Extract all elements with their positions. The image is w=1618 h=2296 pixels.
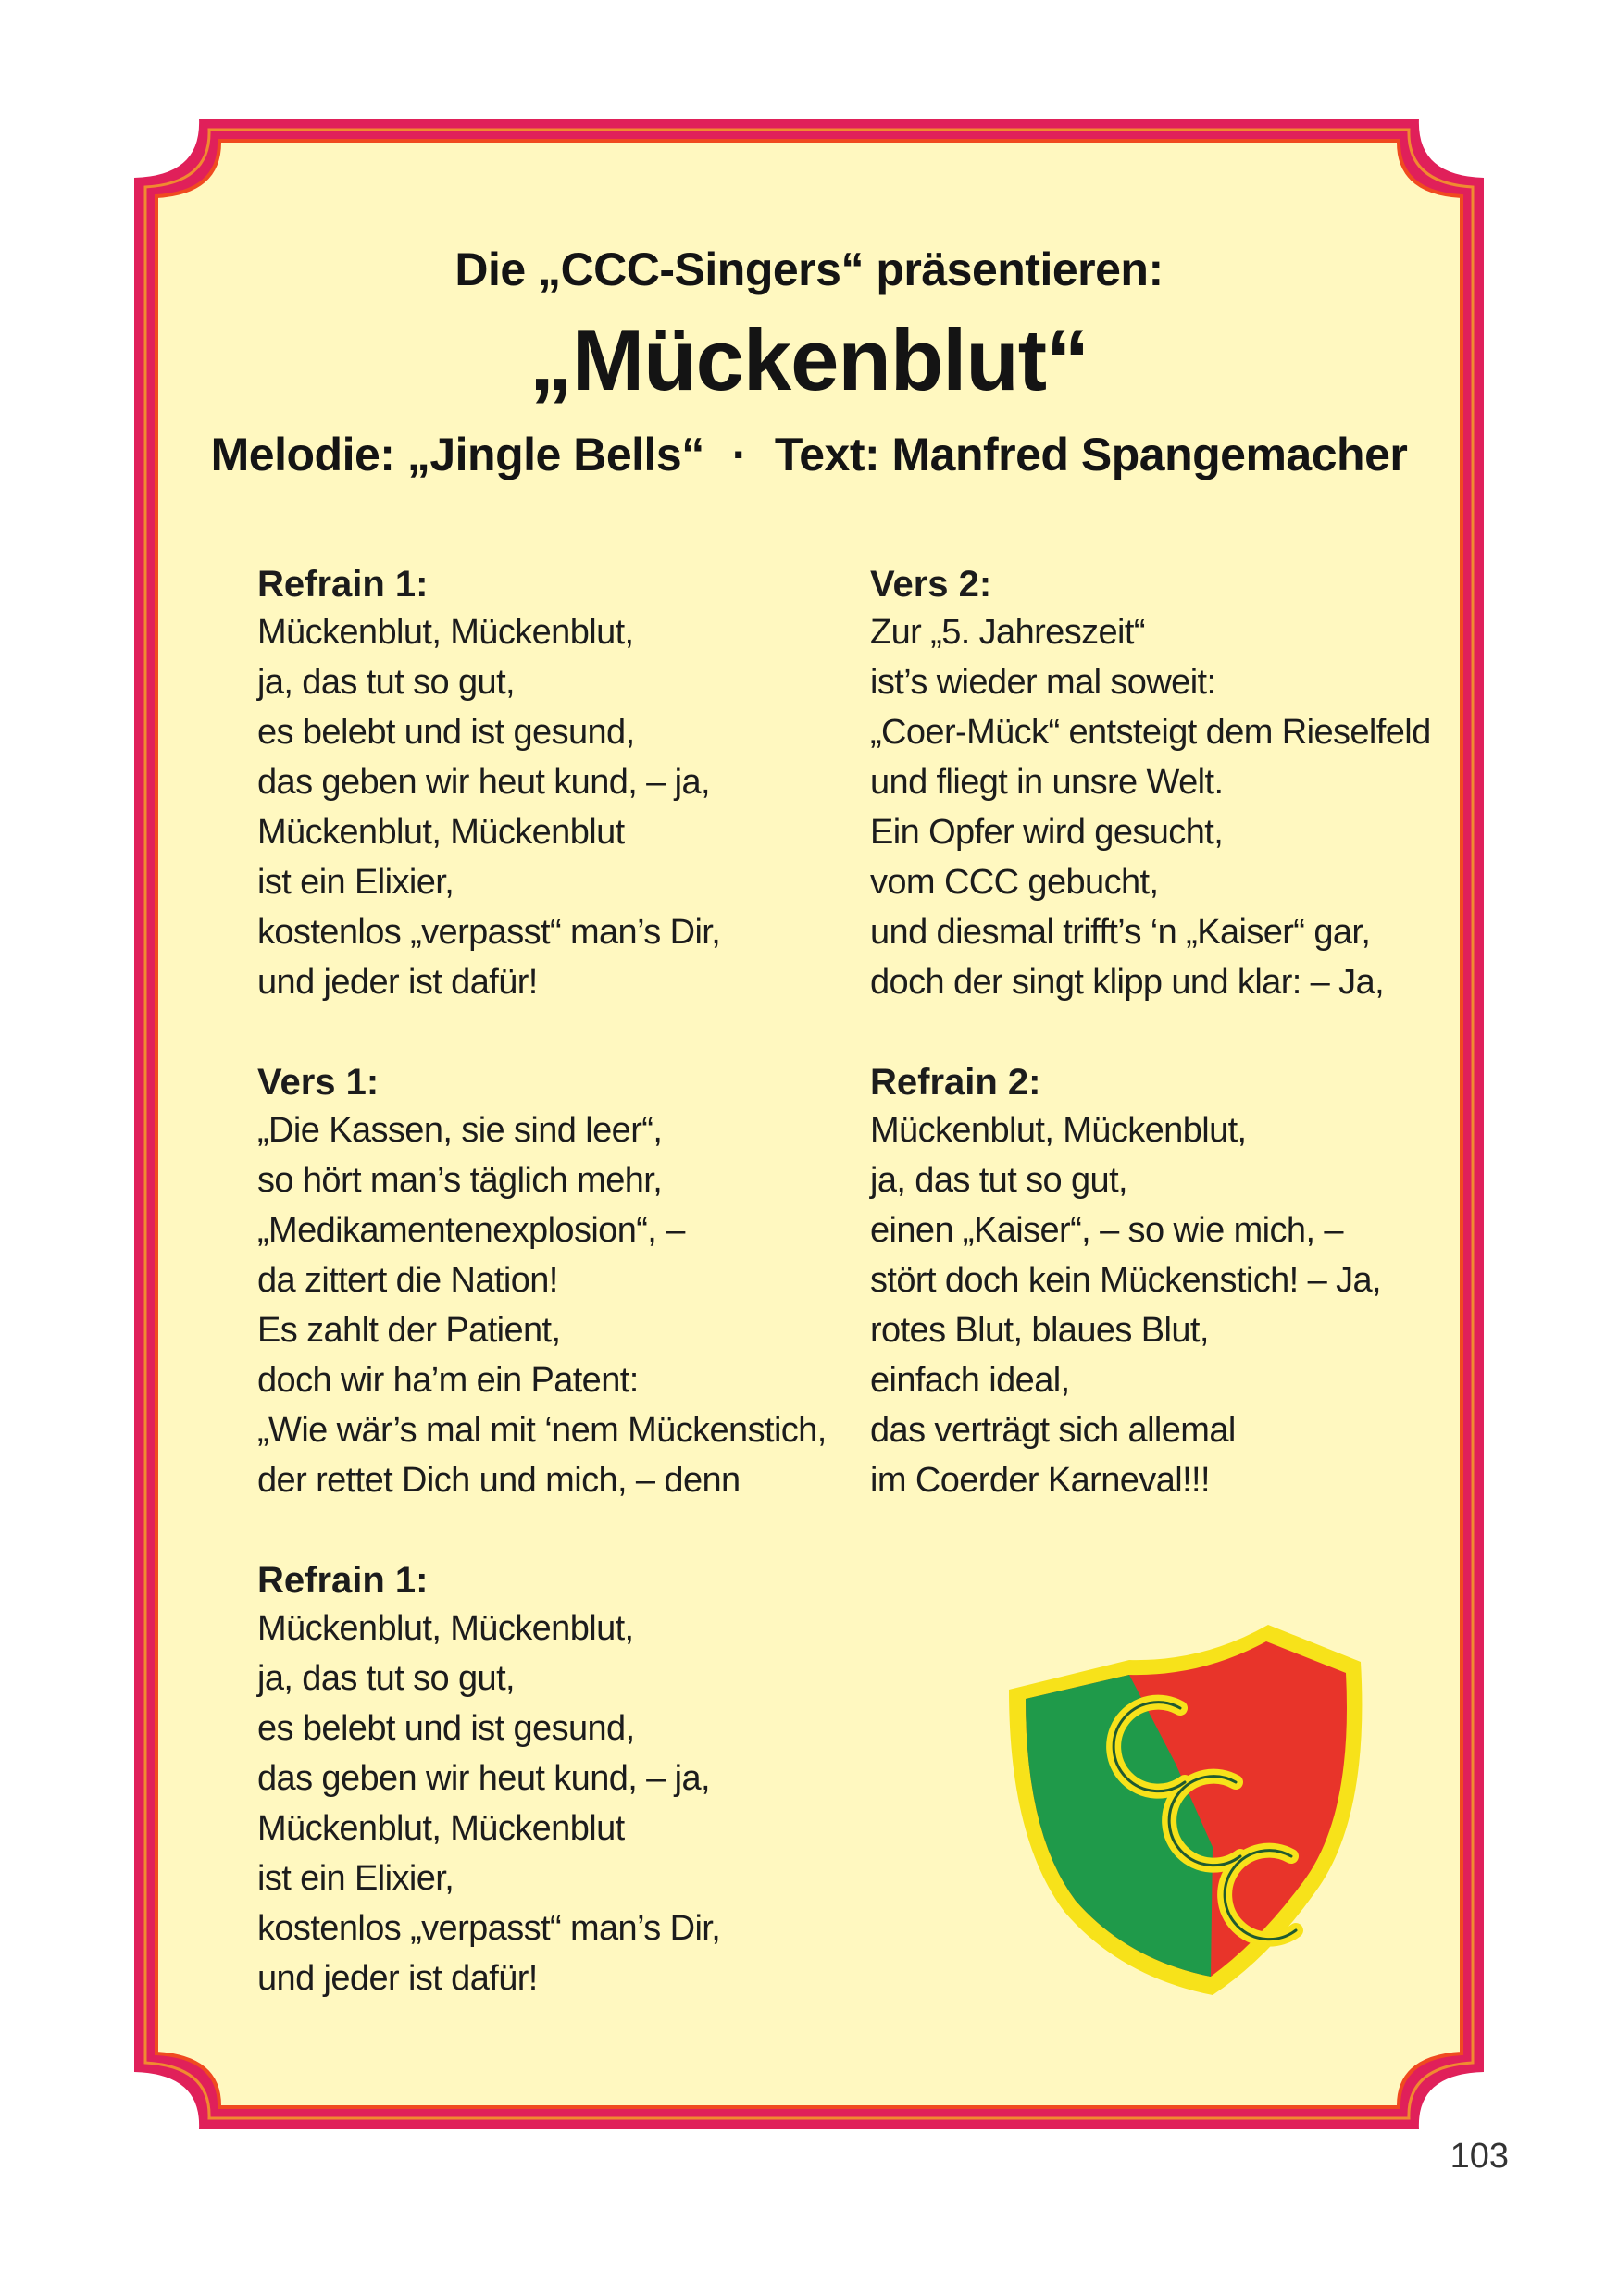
lyric-line: es belebt und ist gesund, bbox=[257, 713, 635, 752]
lyric-line: Mückenblut, Mückenblut bbox=[257, 813, 625, 852]
lyric-line: Mückenblut, Mückenblut, bbox=[257, 613, 634, 652]
lyric-line: das geben wir heut kund, – ja, bbox=[257, 1759, 711, 1798]
lyric-line: und jeder ist dafür! bbox=[257, 1959, 538, 1998]
lyric-line: Mückenblut, Mückenblut, bbox=[870, 1111, 1247, 1150]
lyric-line: ist ein Elixier, bbox=[257, 1859, 454, 1898]
lyric-line: „Die Kassen, sie sind leer“, bbox=[257, 1111, 663, 1150]
lyric-line: im Coerder Karneval!!! bbox=[870, 1461, 1210, 1500]
stanza-refrain-2 bbox=[870, 1055, 1444, 1505]
lyric-line: und fliegt in unsre Welt. bbox=[870, 763, 1224, 802]
stanza-title: Refrain 1: bbox=[257, 1560, 429, 1601]
lyric-line: ja, das tut so gut, bbox=[257, 663, 515, 702]
right-column bbox=[870, 557, 1444, 1554]
intro-heading: Die „CCC-Singers“ präsentieren: bbox=[454, 243, 1164, 295]
stanza-title: Vers 2: bbox=[870, 564, 992, 605]
lyric-line: rotes Blut, blaues Blut, bbox=[870, 1311, 1209, 1350]
lyric-line: „Medikamentenexplosion“, – bbox=[257, 1211, 685, 1250]
lyric-line: ist’s wieder mal soweit: bbox=[870, 663, 1216, 702]
stanza-vers-2 bbox=[870, 557, 1444, 1007]
lyric-line: und jeder ist dafür! bbox=[257, 963, 538, 1002]
lyric-line: der rettet Dich und mich, – denn bbox=[257, 1461, 741, 1500]
stanza-refrain-1-repeat bbox=[257, 1554, 831, 2003]
lyric-line: und diesmal trifft’s ‘n „Kaiser“ gar, bbox=[870, 913, 1371, 952]
lyric-line: ja, das tut so gut, bbox=[257, 1659, 515, 1698]
stanza-vers-1 bbox=[257, 1055, 831, 1505]
lyric-line: ja, das tut so gut, bbox=[870, 1161, 1127, 1200]
lyric-line: ist ein Elixier, bbox=[257, 863, 454, 902]
separator-dot: · bbox=[731, 429, 747, 480]
lyric-line: vom CCC gebucht, bbox=[870, 863, 1159, 902]
lyric-line: es belebt und ist gesund, bbox=[257, 1709, 635, 1748]
lyric-line: Mückenblut, Mückenblut, bbox=[257, 1609, 634, 1648]
song-title: „Mückenblut“ bbox=[529, 311, 1089, 408]
lyric-line: „Coer-Mück“ entsteigt dem Rieselfeld bbox=[870, 713, 1431, 752]
lyric-line: so hört man’s täglich mehr, bbox=[257, 1161, 663, 1200]
ccc-crest-icon bbox=[990, 1606, 1379, 2014]
page-number: 103 bbox=[1450, 2137, 1509, 2176]
lyric-line: kostenlos „verpasst“ man’s Dir, bbox=[257, 913, 721, 952]
lyric-line: stört doch kein Mückenstich! – Ja, bbox=[870, 1261, 1381, 1300]
text-credit: Text: Manfred Spangemacher bbox=[774, 429, 1408, 480]
lyric-line: das geben wir heut kund, – ja, bbox=[257, 763, 711, 802]
lyric-line: Ein Opfer wird gesucht, bbox=[870, 813, 1224, 852]
lyric-line: Zur „5. Jahreszeit“ bbox=[870, 613, 1145, 652]
lyric-line: „Wie wär’s mal mit ‘nem Mückenstich, bbox=[257, 1411, 827, 1450]
credits-line bbox=[0, 428, 1618, 481]
lyric-line: doch der singt klipp und klar: – Ja, bbox=[870, 963, 1385, 1002]
lyric-line: Es zahlt der Patient, bbox=[257, 1311, 561, 1350]
lyric-line: doch wir ha’m ein Patent: bbox=[257, 1361, 639, 1400]
stanza-refrain-1 bbox=[257, 557, 831, 1007]
stanza-title: Refrain 2: bbox=[870, 1062, 1041, 1103]
lyric-line: da zittert die Nation! bbox=[257, 1261, 558, 1300]
left-column bbox=[257, 557, 831, 2052]
melody-credit: Melodie: „Jingle Bells“ bbox=[210, 429, 704, 480]
lyric-line: kostenlos „verpasst“ man’s Dir, bbox=[257, 1909, 721, 1948]
lyric-line: Mückenblut, Mückenblut bbox=[257, 1809, 625, 1848]
lyric-line: einfach ideal, bbox=[870, 1361, 1070, 1400]
stanza-title: Vers 1: bbox=[257, 1062, 380, 1103]
lyric-line: das verträgt sich allemal bbox=[870, 1411, 1236, 1450]
stanza-title: Refrain 1: bbox=[257, 564, 429, 605]
lyric-line: einen „Kaiser“, – so wie mich, – bbox=[870, 1211, 1343, 1250]
